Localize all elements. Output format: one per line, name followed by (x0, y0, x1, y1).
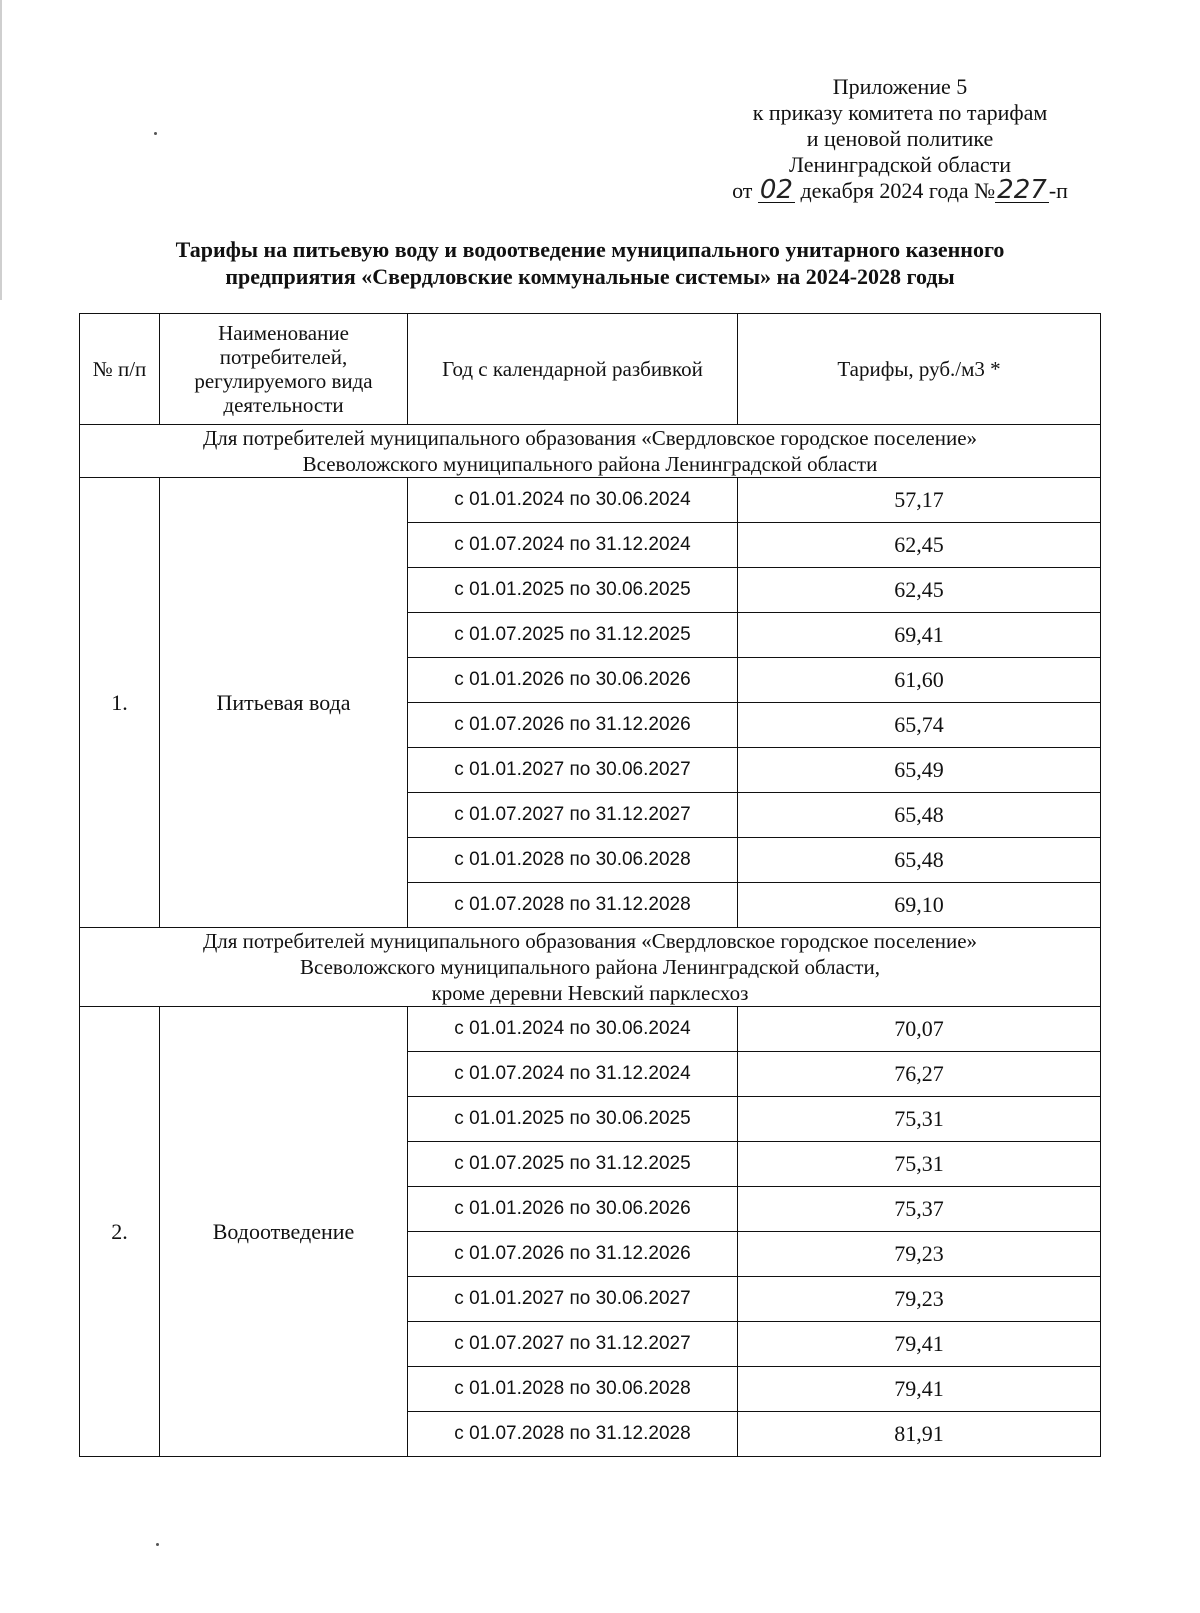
tariff-cell: 69,10 (738, 883, 1101, 928)
tariff-table (79, 313, 1101, 1457)
header-number: № п/п (80, 314, 160, 425)
approval-block (700, 74, 1100, 204)
caption-line: Всеволожского муниципального района Ленинградской области, (300, 955, 880, 979)
title-line-1: Тарифы на питьевую воду и водоотведение муниципального унитарного казенного (175, 237, 1005, 262)
table-row (80, 1007, 1101, 1052)
period-cell: с 01.01.2027 по 30.06.2027 (408, 748, 738, 793)
caption-line: Для потребителей муниципального образования «Свердловское городское поселение» (202, 929, 978, 953)
header-period: Год с календарной разбивкой (408, 314, 738, 425)
period-cell: с 01.01.2025 по 30.06.2025 (408, 1097, 738, 1142)
section-caption-row (80, 425, 1101, 478)
table-row (80, 478, 1101, 523)
period-cell: с 01.07.2026 по 31.12.2026 (408, 703, 738, 748)
period-cell: с 01.01.2028 по 30.06.2028 (408, 1367, 738, 1412)
service-name: Питьевая вода (160, 478, 408, 928)
region-name: Ленинградской области (789, 152, 1011, 177)
scan-edge (0, 0, 2, 300)
caption-line: Для потребителей муниципального образования «Свердловское городское поселение» (202, 426, 978, 450)
table-header-row (80, 314, 1101, 425)
period-cell: с 01.07.2025 по 31.12.2025 (408, 1142, 738, 1187)
tariff-cell: 75,37 (738, 1187, 1101, 1232)
tariff-cell: 65,74 (738, 703, 1101, 748)
period-cell: с 01.01.2026 по 30.06.2026 (408, 1187, 738, 1232)
tariff-cell: 69,41 (738, 613, 1101, 658)
period-cell: с 01.01.2027 по 30.06.2027 (408, 1277, 738, 1322)
tariff-cell: 75,31 (738, 1142, 1101, 1187)
period-cell: с 01.07.2026 по 31.12.2026 (408, 1232, 738, 1277)
tariff-cell: 81,91 (738, 1412, 1101, 1457)
tariff-cell: 62,45 (738, 568, 1101, 613)
period-cell: с 01.01.2025 по 30.06.2025 (408, 568, 738, 613)
document-title (80, 236, 1100, 290)
scan-speck (156, 1543, 159, 1546)
tariff-cell: 61,60 (738, 658, 1101, 703)
tariff-cell: 75,31 (738, 1097, 1101, 1142)
period-cell: с 01.07.2027 по 31.12.2027 (408, 793, 738, 838)
row-number: 1. (80, 478, 160, 928)
handwritten-order-number: 227 (997, 175, 1047, 205)
order-suffix: -п (1048, 178, 1068, 203)
period-cell: с 01.07.2024 по 31.12.2024 (408, 1052, 738, 1097)
header-consumer-name: Наименование потребителей, регулируемого вида деятельности (160, 314, 408, 425)
appendix-label: Приложение 5 (832, 74, 968, 99)
title-line-2: предприятия «Свердловские коммунальные системы» на 2024-2028 годы (225, 264, 955, 289)
period-cell: с 01.07.2028 по 31.12.2028 (408, 1412, 738, 1457)
period-cell: с 01.01.2028 по 30.06.2028 (408, 838, 738, 883)
section-caption-row (80, 928, 1101, 1007)
tariff-cell: 79,41 (738, 1367, 1101, 1412)
section-caption (80, 425, 1101, 478)
period-cell: с 01.07.2025 по 31.12.2025 (408, 613, 738, 658)
period-cell: с 01.01.2024 по 30.06.2024 (408, 478, 738, 523)
period-cell: с 01.01.2026 по 30.06.2026 (408, 658, 738, 703)
tariff-cell: 76,27 (738, 1052, 1101, 1097)
tariff-cell: 70,07 (738, 1007, 1101, 1052)
period-cell: с 01.07.2028 по 31.12.2028 (408, 883, 738, 928)
order-reference: к приказу комитета по тарифам (752, 100, 1048, 125)
order-date-line (700, 175, 1100, 205)
tariff-cell: 79,23 (738, 1277, 1101, 1322)
tariff-cell: 79,41 (738, 1322, 1101, 1367)
section-caption (80, 928, 1101, 1007)
tariff-cell: 62,45 (738, 523, 1101, 568)
tariff-cell: 65,48 (738, 838, 1101, 883)
period-cell: с 01.01.2024 по 30.06.2024 (408, 1007, 738, 1052)
caption-line: кроме деревни Невский парклесхоз (431, 981, 749, 1005)
tariff-cell: 65,48 (738, 793, 1101, 838)
tariff-cell: 65,49 (738, 748, 1101, 793)
caption-line: Всеволожского муниципального района Ленинградской области (302, 452, 878, 476)
header-tariff: Тарифы, руб./м3 * (738, 314, 1101, 425)
tariff-cell: 57,17 (738, 478, 1101, 523)
row-number: 2. (80, 1007, 160, 1457)
handwritten-day: 02 (759, 175, 793, 205)
committee-name: и ценовой политике (806, 126, 994, 151)
date-middle: декабря 2024 года № (800, 178, 996, 203)
tariff-cell: 79,23 (738, 1232, 1101, 1277)
service-name: Водоотведение (160, 1007, 408, 1457)
date-prefix: от (732, 178, 753, 203)
period-cell: с 01.07.2027 по 31.12.2027 (408, 1322, 738, 1367)
period-cell: с 01.07.2024 по 31.12.2024 (408, 523, 738, 568)
scan-speck (154, 132, 157, 135)
